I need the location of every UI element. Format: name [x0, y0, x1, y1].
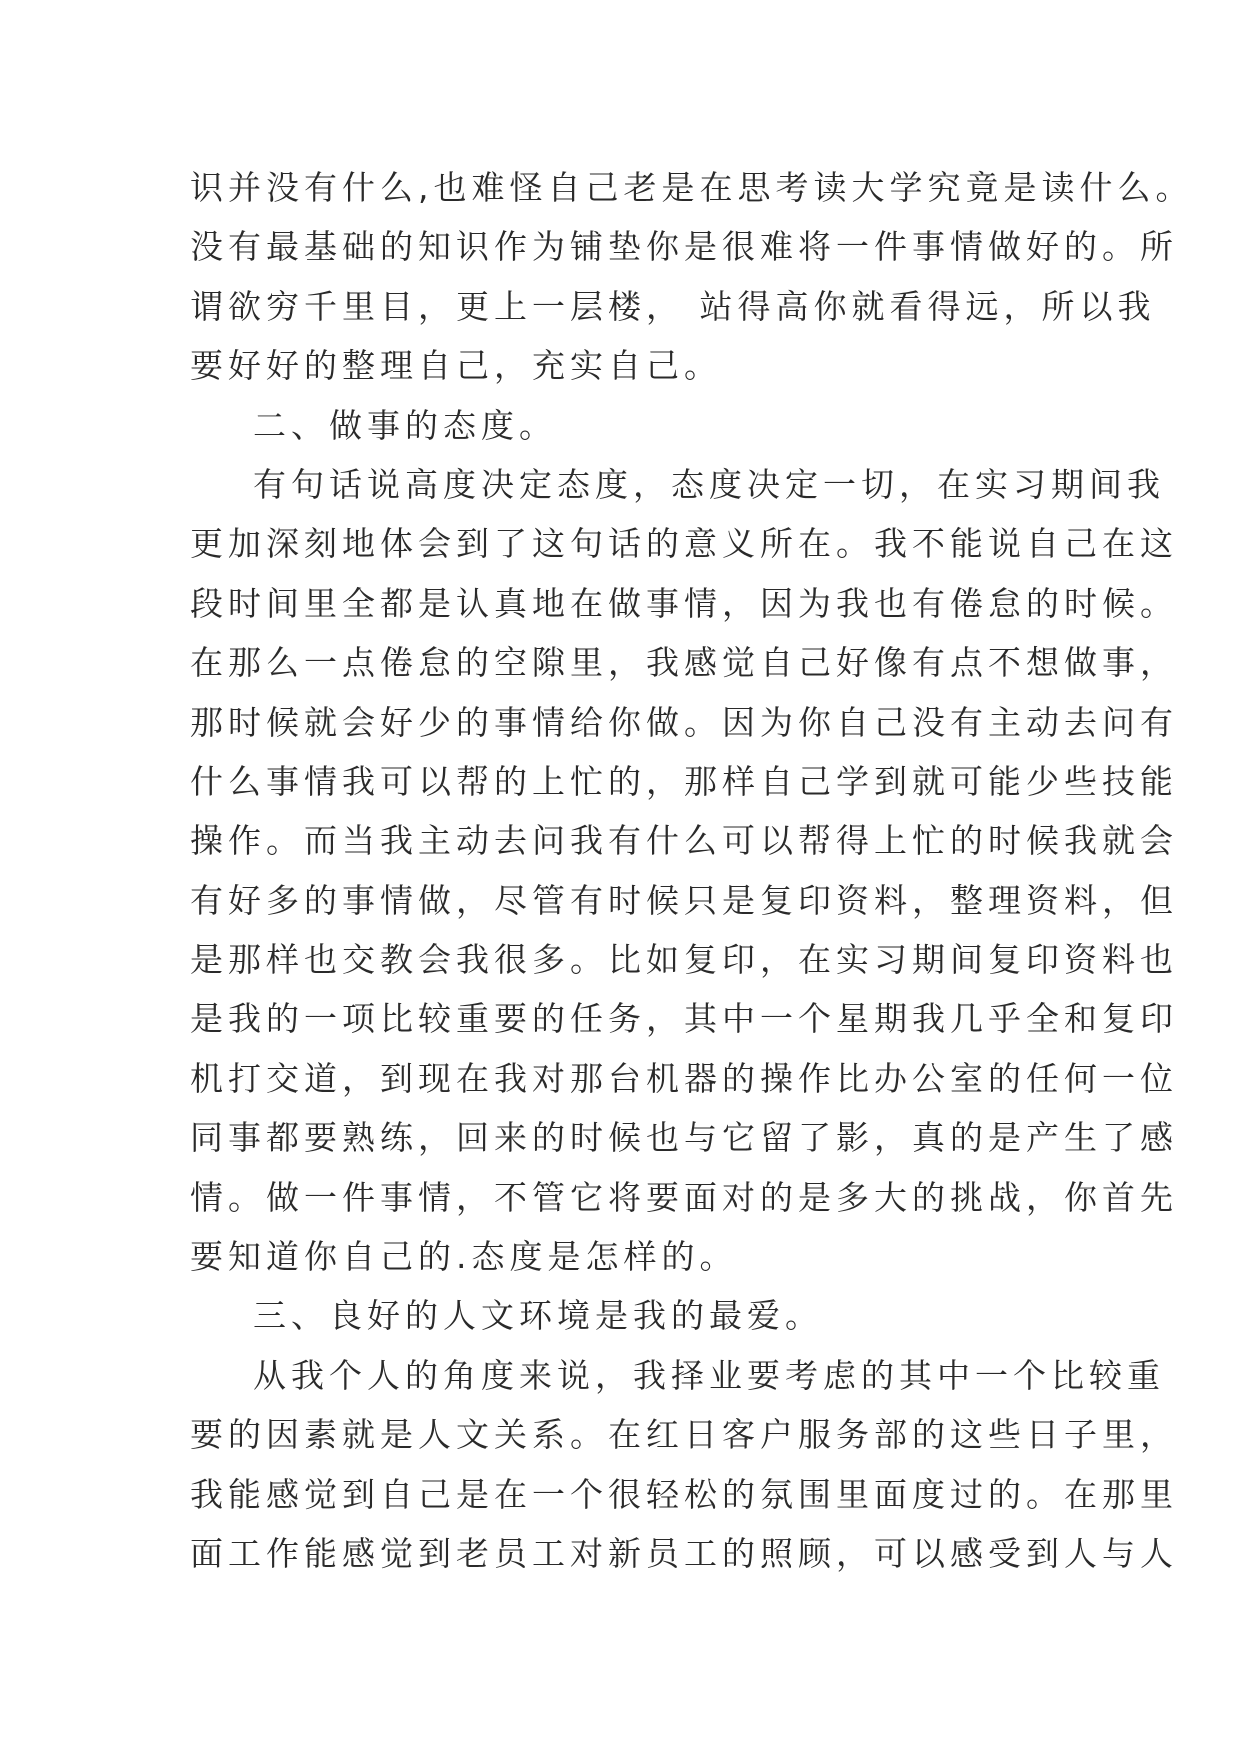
text-line: 谓欲穷千里目，更上一层楼， 站得高你就看得远，所以我 — [190, 286, 1156, 326]
text-line: 是我的一项比较重要的任务，其中一个星期我几乎全和复印 — [190, 999, 1178, 1039]
text-line: 要的因素就是人文关系。在红日客户服务部的这些日子里， — [190, 1415, 1178, 1455]
text-line: 识并没有什么,也难怪自己老是在思考读大学究竟是读什么。 — [190, 168, 1194, 207]
text-line: 要知道你自己的.态度是怎样的。 — [190, 1237, 738, 1277]
text-line: 在那么一点倦怠的空隙里，我感觉自己好像有点不想做事， — [190, 643, 1178, 683]
text-line: 什么事情我可以帮的上忙的，那样自己学到就可能少些技能 — [190, 761, 1178, 801]
section-heading: 二、做事的态度。 — [253, 405, 557, 445]
text-line: 操作。而当我主动去问我有什么可以帮得上忙的时候我就会 — [190, 821, 1178, 861]
text-line: 面工作能感觉到老员工对新员工的照顾，可以感受到人与人 — [190, 1533, 1178, 1573]
text-line: 那时候就会好少的事情给你做。因为你自己没有主动去问有 — [190, 702, 1178, 742]
text-line: 有好多的事情做，尽管有时候只是复印资料，整理资料，但 — [190, 880, 1178, 920]
text-line: 没有最基础的知识作为铺垫你是很难将一件事情做好的。所 — [190, 227, 1178, 267]
document-body — [190, 158, 1194, 1583]
text-line: 是那样也交教会我很多。比如复印，在实习期间复印资料也 — [190, 940, 1178, 980]
paragraph-first-line: 从我个人的角度来说，我择业要考虑的其中一个比较重 — [253, 1355, 1165, 1395]
section-heading: 三、良好的人文环境是我的最爱。 — [253, 1296, 823, 1336]
text-line: 情。做一件事情，不管它将要面对的是多大的挑战，你首先 — [190, 1177, 1178, 1217]
text-line: 要好好的整理自己，充实自己。 — [190, 346, 722, 386]
paragraph-first-line: 有句话说高度决定态度，态度决定一切，在实习期间我 — [253, 464, 1165, 504]
text-line: 同事都要熟练，回来的时候也与它留了影，真的是产生了感 — [190, 1118, 1178, 1158]
text-line: 段时间里全都是认真地在做事情，因为我也有倦怠的时候。 — [190, 583, 1178, 623]
text-line: 更加深刻地体会到了这句话的意义所在。我不能说自己在这 — [190, 524, 1178, 564]
text-line: 我能感觉到自己是在一个很轻松的氛围里面度过的。在那里 — [190, 1474, 1178, 1514]
text-line: 机打交道，到现在我对那台机器的操作比办公室的任何一位 — [190, 1058, 1178, 1098]
